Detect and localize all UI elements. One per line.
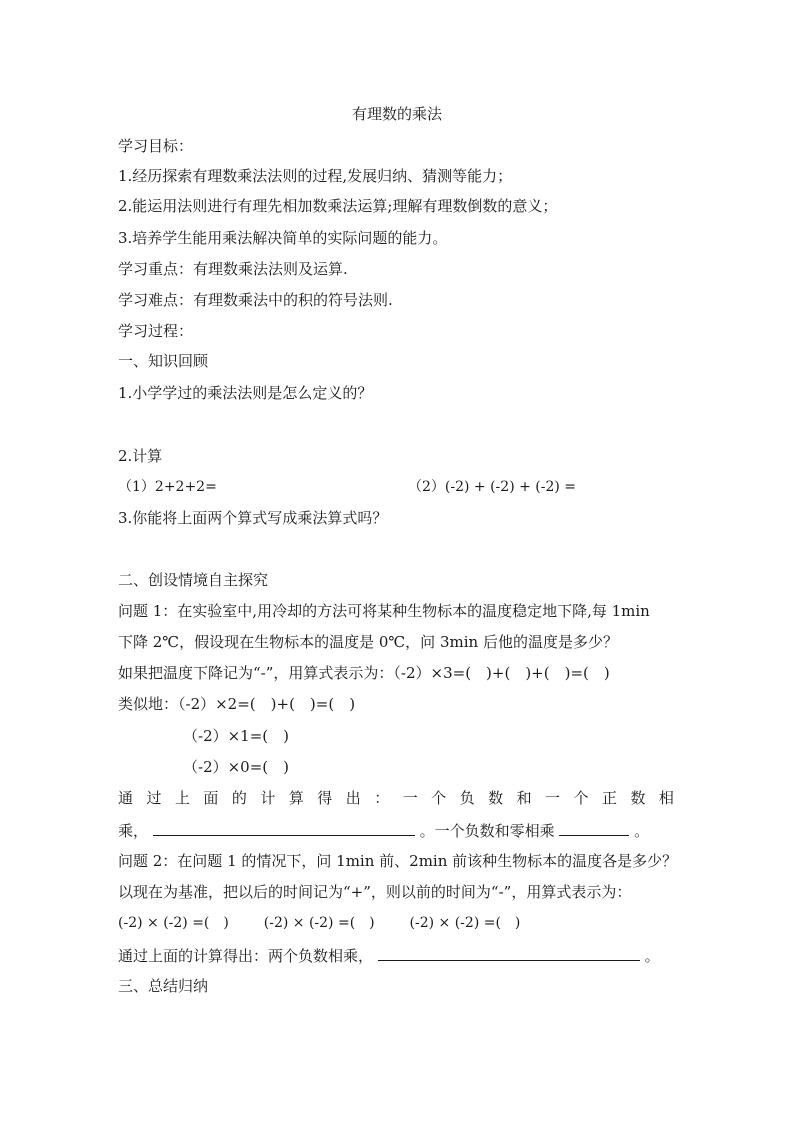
similar-expression: 类似地：（-2）×2=( )+( )=( ) xyxy=(118,695,356,713)
conclusion-line1 xyxy=(118,788,678,808)
conclusion-char: 和 xyxy=(516,789,532,807)
expression-c2: (-2) × (-2) =( ) xyxy=(263,915,375,931)
difficulty: 学习难点：有理数乘法中的积的符号法则. xyxy=(118,291,393,309)
expression-times-1: （-2）×1=( ) xyxy=(183,727,289,745)
expression-times-0: （-2）×0=( ) xyxy=(183,758,289,776)
review-question-3: 3.你能将上面两个算式写成乘法算式吗？ xyxy=(118,509,388,527)
conclusion2 xyxy=(118,945,678,966)
review-question-2: 2.计算 xyxy=(118,447,163,465)
answer-blank-negative-positive[interactable] xyxy=(153,820,415,836)
conclusion-char: 出 xyxy=(345,789,361,807)
review-question-1: 1.小学学过的乘法法则是怎么定义的？ xyxy=(118,384,373,402)
expression-row xyxy=(118,913,678,933)
goal-item: 3.培养学生能用乘法解决简单的实际问题的能力。 xyxy=(118,229,448,247)
problem2-intro: 以现在为基准，把以后的时间记为“+”，则以前的时间为“-”，用算式表示为： xyxy=(118,883,632,901)
key-point: 学习重点：有理数乘法法则及运算. xyxy=(118,260,348,278)
goal-item: 2.能运用法则进行有理先相加数乘法运算;理解有理数倒数的意义； xyxy=(118,197,558,215)
answer-blank-two-negatives[interactable] xyxy=(378,945,640,961)
problem1-line1: 问题 1：在实验室中,用冷却的方法可将某种生物标本的温度稳定地下降,每 1min xyxy=(118,602,650,620)
section3-heading: 三、总结归纳 xyxy=(118,977,209,995)
conclusion-char: 面 xyxy=(203,789,219,807)
expression-c3: (-2) × (-2) =( ) xyxy=(409,915,521,931)
calc-item-2: （2）(-2) + (-2) + (-2) = xyxy=(408,479,577,495)
conclusion-char: ： xyxy=(374,789,390,807)
goal-item: 1.经历探索有理数乘法法则的过程,发展归纳、猜测等能力； xyxy=(118,167,513,185)
conclusion-char: 相 xyxy=(658,789,674,807)
page-title: 有理数的乘法 xyxy=(351,105,442,123)
goals-heading: 学习目标： xyxy=(118,137,194,155)
process-heading: 学习过程： xyxy=(118,322,194,340)
conclusion-char: 过 xyxy=(146,789,162,807)
problem2: 问题 2：在问题 1 的情况下，问 1min 前、2min 前该种生物标本的温度各是多少？ xyxy=(118,852,678,870)
conclusion2-start: 通过上面的计算得出：两个负数相乘， xyxy=(118,947,374,965)
conclusion-char: 个 xyxy=(573,789,589,807)
section1-heading: 一、知识回顾 xyxy=(118,352,209,370)
conclusion-char: 一 xyxy=(402,789,418,807)
conclusion-char: 得 xyxy=(317,789,333,807)
calc-item-1: （1）2+2+2= xyxy=(118,479,217,495)
conclusion-char: 数 xyxy=(488,789,504,807)
conclusion-line2 xyxy=(118,820,678,841)
problem1-line2: 下降 2℃，假设现在生物标本的温度是 0℃，问 3min 后他的温度是多少？ xyxy=(118,633,618,651)
conclusion-char: 正 xyxy=(601,789,617,807)
conclusion-line2-start: 乘， xyxy=(118,822,149,840)
conclusion-char: 负 xyxy=(459,789,475,807)
expression-intro: 如果把温度下降记为“-”，用算式表示为：（-2）×3=( )+( )+( )=( ) xyxy=(118,664,610,682)
answer-blank-negative-zero[interactable] xyxy=(559,820,629,836)
section2-heading: 二、创设情境自主探究 xyxy=(118,571,269,589)
conclusion-char: 一 xyxy=(545,789,561,807)
conclusion-char: 计 xyxy=(260,789,276,807)
conclusion-char: 通 xyxy=(118,789,134,807)
conclusion-char: 的 xyxy=(231,789,247,807)
conclusion-line2-mid: 。一个负数和零相乘 xyxy=(419,822,555,840)
conclusion-char: 算 xyxy=(288,789,304,807)
conclusion2-end: 。 xyxy=(644,947,660,965)
conclusion-char: 数 xyxy=(630,789,646,807)
conclusion-char: 上 xyxy=(174,789,190,807)
conclusion-line2-end: 。 xyxy=(634,822,650,840)
conclusion-char: 个 xyxy=(431,789,447,807)
expression-c1: (-2) × (-2) =( ) xyxy=(118,915,229,931)
